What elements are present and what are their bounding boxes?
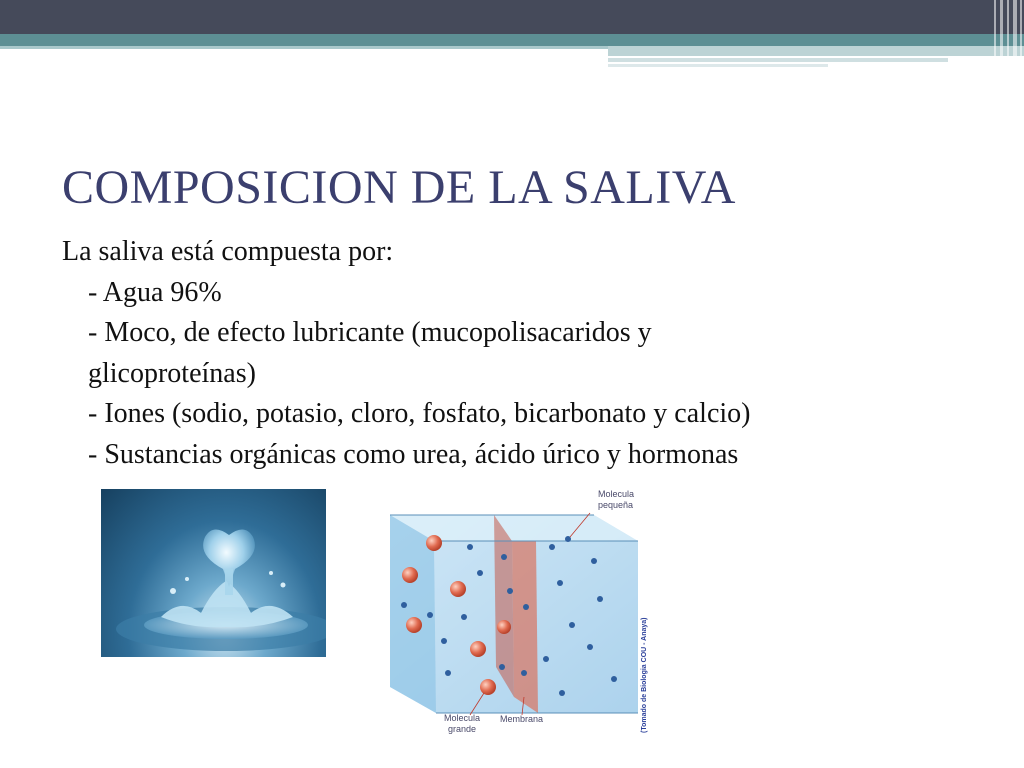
header-line (608, 46, 1024, 56)
small-molecule-label: pequeña (598, 500, 634, 510)
header-line (0, 46, 608, 49)
small-molecule-label: Molecula (598, 489, 635, 499)
list-item: - Moco, de efecto lubricante (mucopolisacaridos y (88, 317, 652, 348)
water-heart-image (101, 489, 326, 657)
header-dark-band (0, 0, 1024, 34)
list-item: glicoproteínas) (88, 357, 256, 389)
intro-text: La saliva está compuesta por: (62, 236, 394, 267)
list-item: - Agua 96% (88, 276, 222, 308)
figure-credit: (Tomado de Biologia COU - Anaya) (641, 617, 648, 733)
large-molecule-label: grande (448, 724, 477, 734)
header-line (608, 64, 828, 67)
list-item: - Sustancias orgánicas como urea, ácido úrico y hormonas (88, 438, 739, 470)
list-item: - Iones (sodio, potasio, cloro, fosfato, bicarbonato y calcio) (88, 398, 751, 429)
header-right-stripes (990, 0, 1024, 66)
header-teal-band (0, 34, 1024, 46)
header-line (608, 58, 948, 62)
large-molecule-label: Molecula (444, 713, 481, 723)
membrane-diagram (384, 487, 650, 737)
slide-title: COMPOSICION DE LA SALIVA (62, 161, 736, 214)
slide-body (62, 232, 962, 475)
membrane-label: Membrana (500, 714, 544, 724)
